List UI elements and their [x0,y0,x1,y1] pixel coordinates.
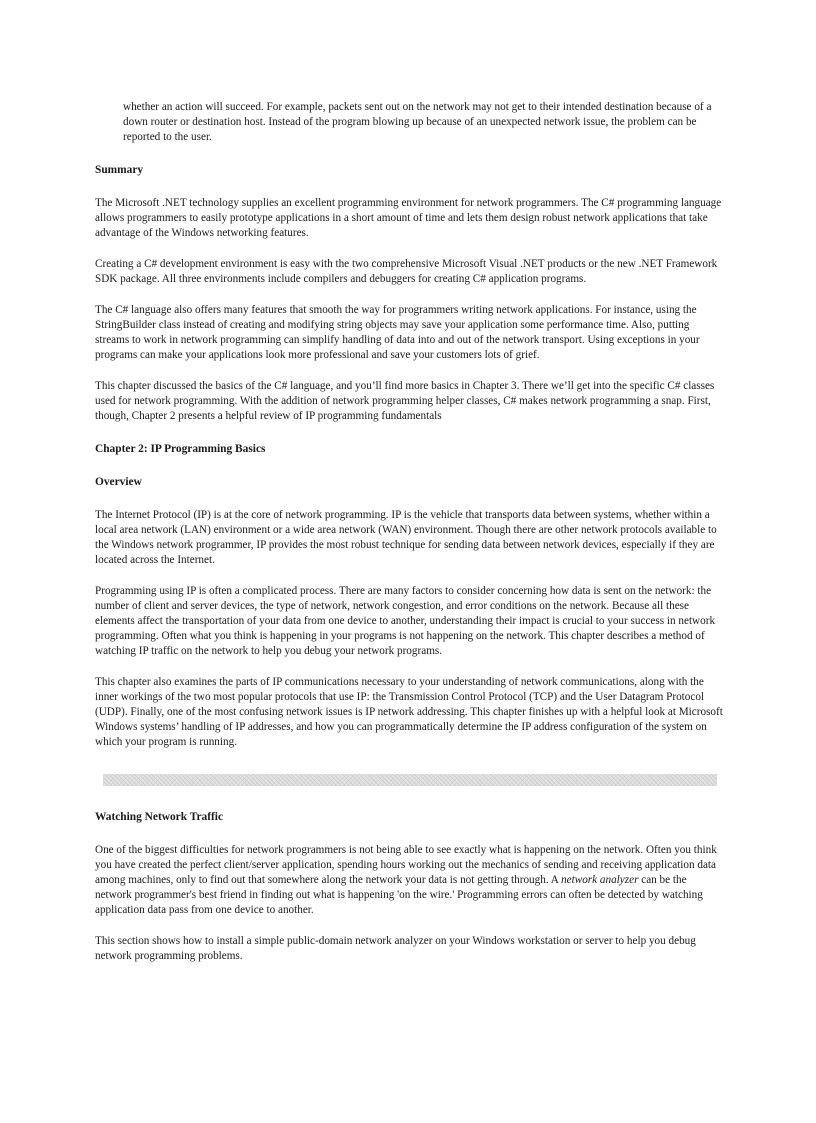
overview-heading: Overview [95,476,142,488]
intro-paragraph: whether an action will succeed. For example, packets sent out on the network may not get to their intended destination because of a down router or destination host. Instead of the program blowing up because of an unexpected network issue, the problem can be reported to the user. [123,101,712,143]
network-analyzer-term: network analyzer [561,874,639,886]
overview-paragraph-2: Programming using IP is often a complicated process. There are many factors to consider concerning how data is sent on the network: the number of client and server devices, the type of network, network congestion, and error conditions on the network. Because all these elements affect the transportation of your data from one device to another, understanding their impact is crucial to your success in network programming. Often what you think is happening in your programs is not happening on the network. This chapter describes a method of watching IP traffic on the network to help you debug your network programs. [95,585,716,657]
watching-heading: Watching Network Traffic [95,811,224,823]
section-divider [103,774,717,786]
summary-paragraph-2: Creating a C# development environment is easy with the two comprehensive Microsoft Visual .NET products or the new .NET Framework SDK package. All three environments include compilers and debuggers for creating C# application programs. [95,258,718,285]
chapter-heading: Chapter 2: IP Programming Basics [95,443,266,455]
summary-paragraph-4: This chapter discussed the basics of the C# language, and you’ll find more basics in Chapter 3. There we’ll get into the specific C# classes used for network programming. With the addition of network programming helper classes, C# makes network programming a snap. First, though, Chapter 2 presents a helpful review of IP programming fundamentals [95,380,715,422]
overview-paragraph-3: This chapter also examines the parts of IP communications necessary to your understanding of network communications, along with the inner workings of the two most popular protocols that use IP: the Transmission Control Protocol (TCP) and the User Datagram Protocol (UDP). Finally, one of the most confusing network issues is IP network addressing. This chapter finishes up with a helpful look at Microsoft Windows systems’ handling of IP addresses, and how you can programmatically determine the IP address configuration of the system on which your program is running. [95,676,723,748]
summary-paragraph-3: The C# language also offers many features that smooth the way for programmers writing network applications. For instance, using the StringBuilder class instead of creating and modifying string objects may save your application some performance time. Also, putting streams to work in network programming can simplify handling of data into and out of the network transport. Using exceptions in your programs can make your applications look more professional and save your customers lots of grief. [95,304,700,361]
watching-paragraph-1 [95,843,725,918]
watching-text-before: One of the biggest difficulties for network programmers is not being able to see exactly what is happening on the network. Often you think you have created the perfect client/server application, spending hours working out the mechanics of sending and receiving application data among machines, only to find out that somewhere along the network your data is not getting through. A [95,844,717,886]
summary-paragraph-1: The Microsoft .NET technology supplies an excellent programming environment for network programmers. The C# programming language allows programmers to easily prototype applications in a short amount of time and lets them design robust network applications that take advantage of the Windows networking features. [95,197,722,239]
overview-paragraph-1: The Internet Protocol (IP) is at the core of network programming. IP is the vehicle that transports data between systems, whether within a local area network (LAN) environment or a wide area network (WAN) environment. Though there are other network protocols available to the Windows network programmer, IP provides the most robust technique for sending data between network devices, especially if they are located across the Internet. [95,509,717,566]
watching-paragraph-2: This section shows how to install a simple public-domain network analyzer on your Windows workstation or server to help you debug network programming problems. [95,935,696,962]
document-page [95,100,725,964]
watching-text-after: can be the network programmer's best friend in finding out what is happening 'on the wire.' Programming errors can often be detected by watching application data pass from one device to another. [95,874,703,916]
summary-heading: Summary [95,164,144,176]
